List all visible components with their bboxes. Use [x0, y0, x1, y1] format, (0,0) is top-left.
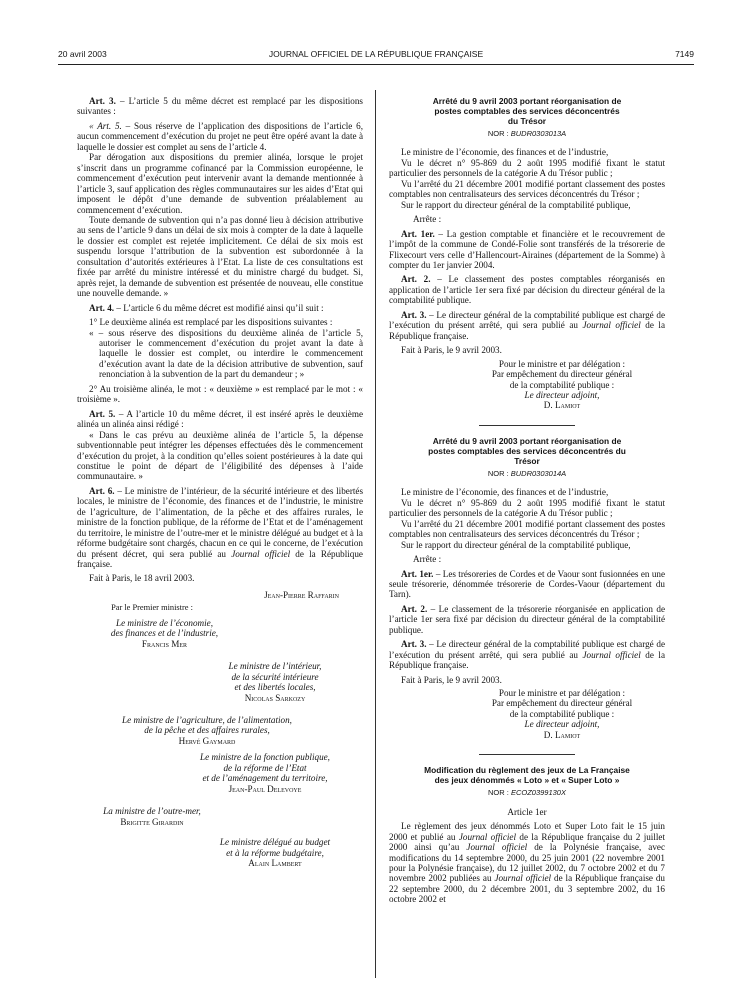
article-4-item-1: 1° Le deuxième alinéa est remplacé par les dispositions suivantes : [89, 317, 333, 328]
arrete-1-signature-line-3: de la comptabilité publique : [509, 379, 615, 390]
signature-agriculture [77, 715, 337, 746]
arrete-2-sur-rapport: Sur le rapport du directeur général de la comptabilité publique, [401, 539, 631, 550]
header-title: JOURNAL OFFICIEL DE LA RÉPUBLIQUE FRANÇAISE [268, 49, 484, 59]
modification-nor-label: NOR : [488, 788, 511, 798]
right-column [389, 96, 665, 905]
header-page-number: 7149 [675, 49, 694, 59]
page-header [58, 49, 694, 63]
modification-article-1-heading: Article 1er [507, 806, 547, 817]
signature-fonction-publique-name: Jean-Paul Delevoye [228, 783, 302, 794]
arrete-2-fait: Fait à Paris, le 9 avril 2003. [401, 674, 502, 685]
arrete-2-intro: Le ministre de l’économie, des finances et de l’industrie, [401, 487, 609, 498]
arrete-2-signature-line-4: Le directeur adjoint, [524, 719, 600, 730]
arrete-1-arrete: Arrête : [413, 214, 442, 225]
modification-journal-officiel-1: Journal officiel [458, 831, 517, 842]
arrete-2-nor-label: NOR : [487, 468, 511, 478]
signature-outre-mer [77, 806, 227, 827]
arrete-2-signature-line-1: Pour le ministre et par délégation : [498, 688, 626, 699]
arrete-1-intro: Le ministre de l’économie, des finances et de l’industrie, [401, 147, 609, 158]
arrete-2-article-3-text-end: de la République française. [389, 649, 665, 671]
section-separator-1 [479, 425, 575, 426]
arrete-1-journal-officiel: Journal officiel [582, 320, 641, 331]
arrete-1-article-2-text: – Le classement des postes comptables réorganisés en application de l’article 1er sera fixé par décision du directeur général de la comptabilité publique. [389, 274, 665, 306]
article-5-quote [77, 121, 363, 152]
arrete-2-title-line-3: Trésor [514, 455, 540, 466]
arrete-1-title-line-1: Arrêté du 9 avril 2003 portant réorganisation de [432, 96, 622, 106]
arrete-2-nor-code: BUDR0303014A [510, 468, 567, 478]
arrete-2-vu-1: Vu le décret n° 95-869 du 2 août 1995 modifié fixant le statut particulier des personnels de la catégorie A du Trésor public ; [389, 497, 665, 519]
header-date: 20 avril 2003 [58, 49, 107, 59]
arrete-1-article-2-label: Art. 2. [401, 274, 431, 285]
paragraph-derogation: Par dérogation aux dispositions du premier alinéa, lorsque le projet s’inscrit dans un programme cofinancé par la Commission européenne, le commencement d’exécution peut intervenir avant la demande mentionnée à l’article 3, sauf application des règles communautaires sur les aides d’Etat qui imposent le dépôt d’une demande de subvention préalablement au commencement d’exécution. [77, 152, 363, 215]
signature-fonction-publique-title-1: Le ministre de la fonction publique, [200, 752, 330, 763]
signature-interieur-title-2: de la sécurité intérieure [231, 671, 319, 682]
article-6 [77, 486, 363, 570]
article-3 [77, 96, 363, 117]
arrete-2-article-3-text: – Le directeur général de la comptabilité publique est chargé de l’exécution du présent arrêté, qui sera publié au [389, 639, 665, 660]
signature-interieur-title-1: Le ministre de l’intérieur, [228, 661, 322, 672]
article-6-text: – Le ministre de l’intérieur, de la sécurité intérieure et des libertés locales, le ministre de l’économie, des finances et de l’industrie, le ministre de l’agriculture, de l’alimentation, de la pêche et des affaires rurales, le ministre de la fonction publique, de la réforme de l’Etat et de l’aménagement du territoire, le ministre de l’outre-mer et le ministre délégué au budget et à la réforme budgétaire sont chargés, chacun en ce qui le concerne, de l’exécution du présent décret, qui sera publié au [77, 485, 363, 559]
modification-text-1: Le règlement des jeux dénommés Loto et Super Loto fait le 15 juin 2000 et publié au [389, 821, 665, 842]
arrete-1-vu-1: Vu le décret n° 95-869 du 2 août 1995 modifié fixant le statut particulier des personnels de la catégorie A du Trésor public ; [389, 157, 665, 179]
signature-budget-title-2: et à la réforme budgétaire, [226, 847, 324, 858]
arrete-2-article-2 [389, 604, 665, 635]
arrete-2-signature-line-3: de la comptabilité publique : [509, 708, 615, 719]
arrete-2-title-line-1: Arrêté du 9 avril 2003 portant réorganisation de [432, 435, 622, 446]
column-divider [375, 90, 376, 978]
article-4-quote: « – sous réserve des dispositions du deuxième alinéa de l’article 5, autoriser le commencement d’exécution du projet avant la date à laquelle le dossier est complet, ou interdire le commencement d’exécution avant la date de la décision attributive de subvention, sauf renonciation à la subvention de la part du demandeur ; » [89, 327, 363, 380]
arrete-2-arrete: Arrête : [413, 554, 442, 565]
arrete-2-title-line-2: postes comptables des services déconcentrés du [428, 445, 626, 456]
arrete-2-article-1-label: Art. 1er. [401, 568, 434, 579]
left-column [77, 96, 363, 868]
signature-interieur-title-3: et des libertés locales, [234, 682, 316, 693]
signature-economie-title-2: des finances et de l’industrie, [110, 628, 219, 639]
signature-budget-name: Alain Lambert [248, 858, 302, 868]
arrete-2-article-2-label: Art. 2. [401, 603, 428, 614]
arrete-1-article-3-text-end: de la République française. [389, 320, 665, 341]
modification-journal-officiel-2: Journal officiel [466, 842, 528, 853]
signature-agriculture-name: Hervé Gaymard [178, 735, 236, 746]
arrete-1-fait: Fait à Paris, le 9 avril 2003. [401, 345, 502, 356]
paragraph-toute-demande: Toute demande de subvention qui n’a pas donné lieu à décision attributive au sens de l’article 9 dans un délai de six mois à compter de la date à laquelle le dossier est complet est rejetée implicitement. Ce délai de six mois est suspendu lorsque l’attribution de la subvention est subordonnée à la consultation d’autorités extérieures à l’Etat. La liste de ces consultations est fixée par arrêté du ministre intéressé et du ministre chargé du budget. Si, après rejet, la demande de subvention est présentée de nouveau, elle constitue une nouvelle demande. » [77, 214, 363, 299]
signature-economie [77, 618, 252, 649]
article-4-label: Art. 4. [89, 302, 115, 313]
article-5-text: – A l’article 10 du même décret, il est inséré après le deuxième alinéa un alinéa ainsi rédigé : [77, 408, 363, 430]
signature-interieur-name: Nicolas Sarkozy [244, 692, 306, 703]
arrete-1-nor [389, 129, 665, 139]
article-4-text: – L’article 6 du même décret est modifié ainsi qu’il suit : [114, 302, 324, 313]
signature-fonction-publique-title-3: et de l’aménagement du territoire, [202, 773, 328, 784]
arrete-1-signature-line-4: Le directeur adjoint, [524, 389, 600, 400]
arrete-2-vu-2: Vu l’arrêté du 21 décembre 2001 modifié portant classement des postes comptables non centralisateurs des services déconcentrés du Trésor ; [389, 518, 665, 540]
signature-outre-mer-title: La ministre de l’outre-mer, [103, 806, 201, 817]
arrete-2-article-3 [389, 639, 665, 670]
arrete-1-title-line-2: postes comptables des services déconcentrés [434, 106, 620, 116]
arrete-1-title [389, 96, 665, 126]
arrete-2-article-3-label: Art. 3. [401, 639, 427, 650]
signature-premier-ministre: Jean-Pierre Raffarin [264, 589, 339, 600]
modification-text-3: de la Polynésie française, avec modifications du 14 septembre 2000, du 25 juin 2001 (22 novembre 2001 pour la Polynésie française), du 12 juillet 2002, du 7 octobre 2002 et du 7 novembre 2002 publiées au [389, 842, 665, 884]
arrete-1-article-3 [389, 310, 665, 341]
header-rule [58, 64, 694, 65]
article-5-label: Art. 5. [89, 408, 116, 419]
arrete-2-article-1 [389, 569, 665, 600]
arrete-1-nor-code: BUDR0303013A [510, 129, 567, 138]
signature-agriculture-title-1: Le ministre de l’agriculture, de l’alimentation, [122, 715, 292, 726]
arrete-1-signature [459, 359, 665, 411]
modification-title [389, 765, 665, 785]
article-4-item-2: 2° Au troisième alinéa, le mot : « deuxième » est remplacé par le mot : « troisième ». [77, 383, 363, 405]
article-5-inserted-quote: « Dans le cas prévu au deuxième alinéa de l’article 5, la dépense subventionnable peut intégrer les dépenses effectuées dès le commencement d’exécution du projet, à la condition qu’elles soient postérieures à la date qui constitue le point de départ de l’éligibilité des dépenses à l’aide communautaire. » [77, 429, 363, 482]
arrete-1-article-2 [389, 274, 665, 305]
arrete-1-article-3-label: Art. 3. [401, 309, 427, 320]
arrete-1-signature-name: D. Lamiot [543, 400, 581, 411]
article-5-quote-label: « Art. 5. [89, 120, 122, 131]
arrete-1-sur-rapport: Sur le rapport du directeur général de la comptabilité publique, [401, 199, 631, 210]
arrete-1-vu-2: Vu l’arrêté du 21 décembre 2001 modifié portant classement des postes comptables non centralisateurs des services déconcentrés du Trésor ; [389, 178, 665, 200]
modification-nor [389, 788, 665, 798]
signature-outre-mer-name: Brigitte Girardin [120, 816, 184, 827]
arrete-1-title-line-3: du Trésor [507, 116, 547, 126]
modification-text-2: de la République française du 2 juillet 2000 ainsi qu’au [389, 831, 666, 853]
modification-text-4: de la République française du 22 septembre 2000, du 2 décembre 2001, du 3 septembre 2002, du 16 octobre 2002 et [389, 873, 665, 905]
modification-article-1-text [389, 821, 665, 905]
article-4 [77, 303, 363, 313]
signature-agriculture-title-2: de la pêche et des affaires rurales, [144, 725, 270, 736]
arrete-2-signature [459, 688, 665, 740]
modification-title-line-1: Modification du règlement des jeux de La Française [424, 765, 630, 776]
arrete-1-signature-line-1: Pour le ministre et par délégation : [498, 358, 626, 369]
article-6-journal-officiel: Journal officiel [231, 548, 291, 559]
arrete-1-article-1 [389, 229, 665, 271]
fait-a-paris: Fait à Paris, le 18 avril 2003. [89, 573, 195, 584]
signature-interieur [187, 661, 363, 703]
article-6-text-end: de la République française. [77, 548, 363, 570]
article-5 [77, 409, 363, 430]
article-5-quote-text: – Sous réserve de l’application des dispositions de l’article 6, aucun commencement d’exécution du projet ne peut être opéré avant la date à laquelle le dossier est complet au sens de l’article 4. [77, 120, 363, 152]
modification-title-line-2: des jeux dénommés « Loto » et « Super Loto » [434, 775, 620, 786]
arrete-2-article-2-text: – Le classement de la trésorerie réorganisée en application de l’article 1er sera fixé par décision du directeur général de la comptabilité publique. [389, 603, 665, 635]
article-3-label: Art. 3. [89, 96, 116, 106]
signature-budget [187, 837, 363, 868]
modification-nor-code: ECOZ0399130X [510, 788, 566, 798]
article-6-label: Art. 6. [89, 485, 115, 496]
article-3-text: – L’article 5 du même décret est remplacé par les dispositions suivantes : [77, 96, 363, 117]
signature-economie-title-1: Le ministre de l’économie, [116, 617, 213, 628]
arrete-2-signature-line-2: Par empêchement du directeur général [491, 698, 633, 709]
arrete-1-article-3-text: – Le directeur général de la comptabilité publique est chargé de l’exécution du présent arrêté, qui sera publié au [389, 309, 665, 331]
arrete-2-signature-name: D. Lamiot [543, 729, 581, 740]
signature-budget-title-1: Le ministre délégué au budget [219, 837, 331, 848]
arrete-2-title [389, 436, 665, 466]
arrete-2-journal-officiel: Journal officiel [582, 649, 641, 660]
signature-economie-name: Francis Mer [141, 638, 188, 649]
signature-fonction-publique [167, 752, 363, 794]
section-separator-2 [479, 754, 575, 755]
arrete-1-nor-label: NOR : [487, 129, 511, 138]
par-le-premier-ministre: Par le Premier ministre : [111, 603, 193, 613]
signature-fonction-publique-title-2: de la réforme de l’Etat [223, 762, 307, 773]
arrete-2-article-1-text: – Les trésoreries de Cordes et de Vaour sont fusionnées en une seule trésorerie, dénommée trésorerie de Cordes-Vaour (département du Tarn). [389, 568, 665, 600]
arrete-1-article-1-label: Art. 1er. [401, 228, 435, 239]
arrete-2-nor [389, 469, 665, 479]
arrete-1-signature-line-2: Par empêchement du directeur général [491, 369, 633, 380]
arrete-1-article-1-text: – La gestion comptable et financière et le recouvrement de l’impôt de la commune de Condé-Folie sont transférés de la trésorerie de Flixecourt vers celle d’Hallencourt-Airaines (département de la Somme) à compter du 1er janvier 2004. [389, 228, 665, 270]
modification-journal-officiel-3: Journal officiel [494, 873, 552, 884]
